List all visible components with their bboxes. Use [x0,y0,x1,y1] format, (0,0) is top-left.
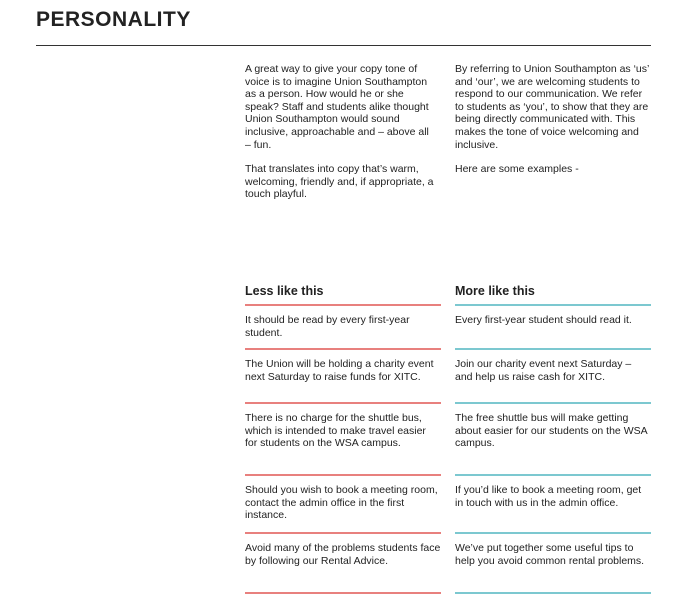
less-example: The Union will be holding a charity event next Saturday to raise funds for XITC. [245,350,441,404]
less-like-this-column [245,284,441,594]
title-divider [36,45,651,46]
intro-left-column [245,63,435,213]
less-like-this-heading: Less like this [245,284,441,306]
page-title: PERSONALITY [36,8,191,31]
less-example: Avoid many of the problems students face by following our Rental Advice. [245,534,441,594]
less-example: Should you wish to book a meeting room, contact the admin office in the first instance. [245,476,441,534]
intro-paragraph: That translates into copy that’s warm, welcoming, friendly and, if appropriate, a touch playful. [245,163,434,201]
less-example: There is no charge for the shuttle bus, which is intended to make travel easier for students on the WSA campus. [245,404,441,476]
more-example: Join our charity event next Saturday – and help us raise cash for XITC. [455,350,651,404]
more-example: If you’d like to book a meeting room, get in touch with us in the admin office. [455,476,651,534]
more-like-this-column [455,284,651,594]
more-example: Every first-year student should read it. [455,306,651,350]
intro-paragraph: A great way to give your copy tone of voice is to imagine Union Southampton as a person. How would he or she speak? Staff and students alike thought Union Southampton would sound inclusive, approachable and – above all – fun. [245,63,429,151]
intro-right-column [455,63,653,188]
less-example: It should be read by every first-year student. [245,306,441,350]
intro-paragraph: By referring to Union Southampton as ‘us’ and ‘our’, we are welcoming students to respond to our communication. We refer to students as ‘you’, to show that they are being directly communicated with. This makes the tone of voice welcoming and inclusive. [455,63,649,151]
more-example: The free shuttle bus will make getting about easier for our students on the WSA campus. [455,404,651,476]
intro-paragraph: Here are some examples - [455,163,579,176]
more-example: We’ve put together some useful tips to help you avoid common rental problems. [455,534,651,594]
more-like-this-heading: More like this [455,284,651,306]
